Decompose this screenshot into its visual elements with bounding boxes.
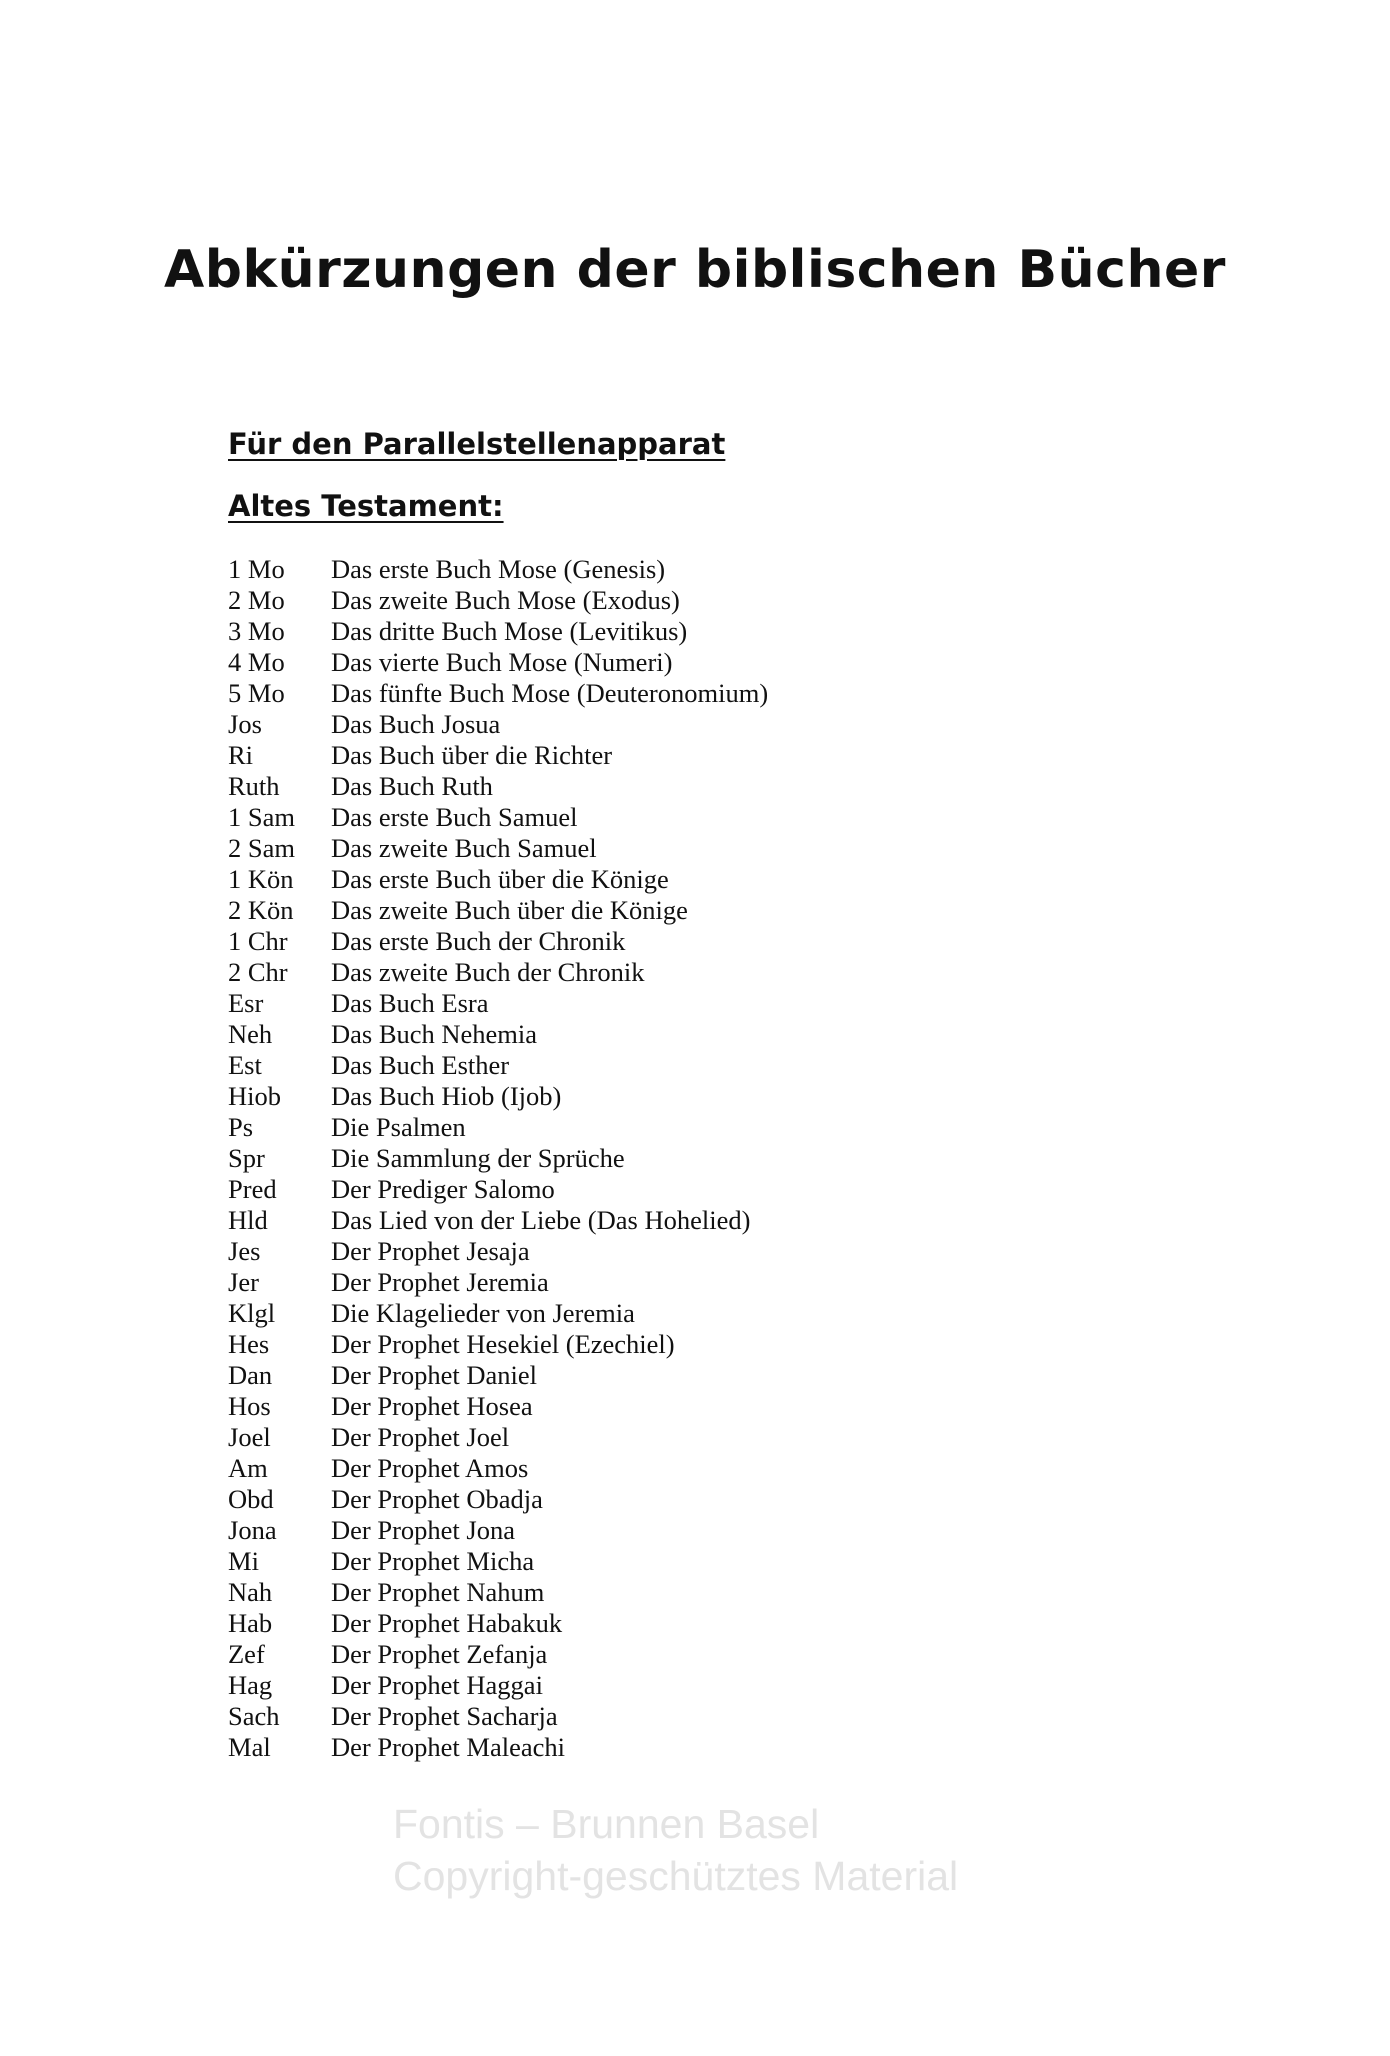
list-item [228,1577,768,1608]
book-name: Der Prophet Daniel [331,1360,538,1390]
book-name: Der Prophet Jeremia [331,1267,549,1297]
book-name: Das Buch Josua [331,709,501,739]
list-item [228,1205,768,1236]
list-item [228,709,768,740]
list-item [228,1608,768,1639]
book-name: Das Buch Hiob (Ijob) [331,1081,562,1111]
abbreviation: Pred [228,1174,277,1204]
abbreviation: Neh [228,1019,273,1049]
book-name: Die Klagelieder von Jeremia [331,1298,635,1328]
subsection-heading: Altes Testament: [228,489,504,523]
watermark-line-copyright: Copyright-geschütztes Material [393,1853,959,1899]
list-item [228,1391,768,1422]
book-name: Das Buch Esther [331,1050,510,1080]
watermark-line-publisher: Fontis – Brunnen Basel [393,1801,820,1847]
list-item [228,1143,768,1174]
list-item [228,1515,768,1546]
abbreviation: 1 Kön [228,864,294,894]
list-item [228,1298,768,1329]
abbreviation: 3 Mo [228,616,285,646]
list-item [228,833,768,864]
list-item [228,1732,768,1763]
list-item [228,1081,768,1112]
list-item [228,1050,768,1081]
book-name: Das erste Buch Mose (Genesis) [331,554,666,584]
list-item [228,1019,768,1050]
book-name: Das zweite Buch über die Könige [331,895,688,925]
abbreviation: Jer [228,1267,259,1297]
abbreviation: Hos [228,1391,271,1421]
abbreviation: Zef [228,1639,265,1669]
list-item [228,1112,768,1143]
list-item [228,1267,768,1298]
book-name: Das zweite Buch Mose (Exodus) [331,585,680,615]
abbreviation: Sach [228,1701,280,1731]
list-item [228,1701,768,1732]
abbreviation: 4 Mo [228,647,285,677]
book-name: Das erste Buch über die Könige [331,864,669,894]
list-item [228,616,768,647]
section-heading: Für den Parallelstellenapparat [228,427,726,461]
abbreviation: Ri [228,740,254,770]
abbreviation: 2 Sam [228,833,295,863]
book-name: Der Prophet Amos [331,1453,529,1483]
book-name: Der Prophet Zefanja [331,1639,548,1669]
abbreviation: Nah [228,1577,273,1607]
book-name: Der Prophet Joel [331,1422,510,1452]
list-item [228,1329,768,1360]
list-item [228,554,768,585]
abbreviation: 5 Mo [228,678,285,708]
book-name: Der Prophet Obadja [331,1484,543,1514]
list-item [228,1546,768,1577]
list-item [228,585,768,616]
list-item [228,1639,768,1670]
abbreviation: Hld [228,1205,268,1235]
book-name: Der Prophet Maleachi [331,1732,565,1762]
abbreviation: Hab [228,1608,273,1638]
book-name: Das vierte Buch Mose (Numeri) [331,647,673,677]
abbreviation: Am [228,1453,268,1483]
abbreviation: Jos [228,709,262,739]
list-item [228,988,768,1019]
abbreviation: 2 Chr [228,957,288,987]
book-name: Das erste Buch Samuel [331,802,578,832]
abbreviation: Dan [228,1360,273,1390]
list-item [228,1360,768,1391]
abbreviation: 2 Mo [228,585,285,615]
list-item [228,771,768,802]
abbreviation: Spr [228,1143,265,1173]
page-title: Abkürzungen der biblischen Bücher [164,240,1226,300]
abbreviation: 1 Mo [228,554,285,584]
list-item [228,802,768,833]
abbreviation: Klgl [228,1298,276,1328]
abbreviation: Hag [228,1670,273,1700]
book-name: Der Prophet Jesaja [331,1236,530,1266]
list-item [228,926,768,957]
list-item [228,1236,768,1267]
book-name: Die Psalmen [331,1112,466,1142]
abbreviation: 1 Chr [228,926,288,956]
book-name: Der Prophet Micha [331,1546,535,1576]
book-name: Der Prophet Hosea [331,1391,533,1421]
abbreviation: Obd [228,1484,274,1514]
abbreviation: Jona [228,1515,277,1545]
book-name: Der Prophet Hesekiel (Ezechiel) [331,1329,675,1359]
book-name: Das dritte Buch Mose (Levitikus) [331,616,688,646]
list-item [228,1670,768,1701]
list-item [228,1453,768,1484]
abbreviation: Hiob [228,1081,281,1111]
abbreviation: Hes [228,1329,270,1359]
list-item [228,647,768,678]
book-name: Der Prophet Habakuk [331,1608,563,1638]
book-name: Das zweite Buch Samuel [331,833,597,863]
book-name: Der Prophet Jona [331,1515,515,1545]
book-name: Das Buch Ruth [331,771,493,801]
abbreviation: Esr [228,988,264,1018]
book-name: Das zweite Buch der Chronik [331,957,645,987]
book-name: Der Prophet Sacharja [331,1701,558,1731]
book-name: Das Buch über die Richter [331,740,613,770]
book-name: Das Buch Esra [331,988,489,1018]
abbreviation: 2 Kön [228,895,294,925]
abbreviation-list [228,554,768,1763]
list-item [228,864,768,895]
book-name: Das Lied von der Liebe (Das Hohelied) [331,1205,751,1235]
list-item [228,740,768,771]
book-name: Das fünfte Buch Mose (Deuteronomium) [331,678,769,708]
book-name: Das Buch Nehemia [331,1019,538,1049]
list-item [228,895,768,926]
book-name: Der Prediger Salomo [331,1174,555,1204]
list-item [228,1422,768,1453]
abbreviation: Mal [228,1732,271,1762]
list-item [228,1484,768,1515]
list-item [228,678,768,709]
abbreviation: Jes [228,1236,261,1266]
book-name: Der Prophet Haggai [331,1670,543,1700]
list-item [228,957,768,988]
abbreviation: 1 Sam [228,802,295,832]
book-name: Das erste Buch der Chronik [331,926,626,956]
abbreviation: Mi [228,1546,259,1576]
book-name: Die Sammlung der Sprüche [331,1143,625,1173]
abbreviation: Joel [228,1422,271,1452]
abbreviation: Ps [228,1112,254,1142]
book-name: Der Prophet Nahum [331,1577,545,1607]
list-item [228,1174,768,1205]
abbreviation: Est [228,1050,262,1080]
copyright-watermark [393,1798,958,1902]
abbreviation: Ruth [228,771,280,801]
